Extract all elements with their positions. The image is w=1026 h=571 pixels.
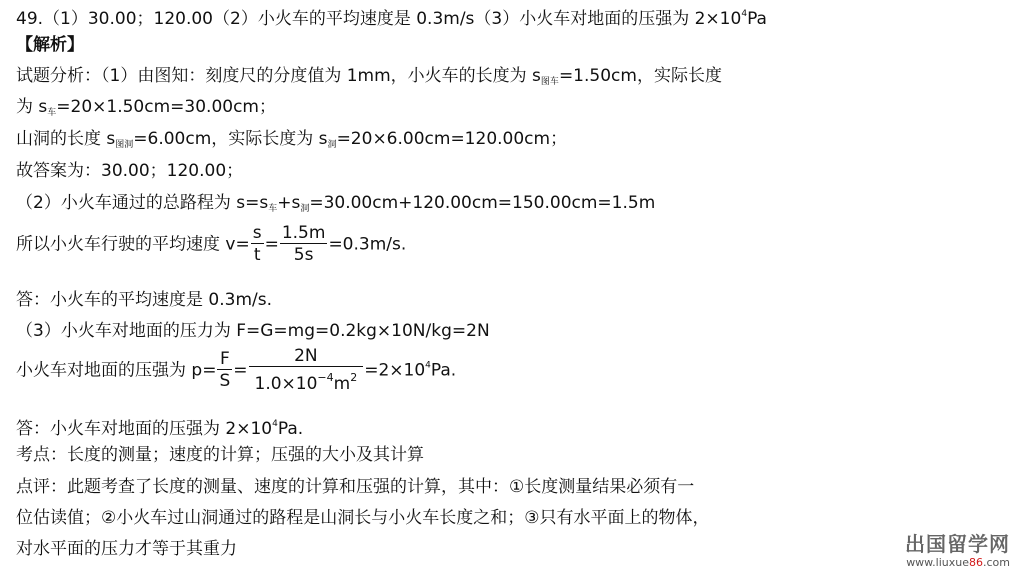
comment-line-2: 位估读值；②小火车过山洞通过的路程是山洞长与小火车长度之和；③只有水平面上的物体， (16, 508, 710, 528)
answer-summary-1: 故答案为：30.00；120.00； (16, 161, 244, 181)
fraction-numerator: s (252, 223, 262, 243)
path-text: （2）小火车通过的总路程为 s=s (16, 193, 269, 213)
force-line: （3）小火车对地面的压力为 F=G=mg=0.2kg×10N/kg=2N (16, 321, 490, 341)
analysis-3-text-mid: =6.00cm，实际长度为 s (133, 129, 328, 149)
subscript-car: 车 (47, 108, 57, 118)
comment-line-3: 对水平面的压力才等于其重力 (16, 539, 237, 559)
fraction-s-over-t (251, 223, 264, 266)
answer-line (16, 3, 767, 30)
path-line (16, 192, 655, 220)
site-watermark (905, 532, 1010, 569)
path-result: =30.00cm+120.00cm=150.00cm=1.5m (309, 193, 656, 213)
watermark-logo-text: 出国留学网 (905, 532, 1010, 556)
subscript-tunnel: 洞 (327, 140, 337, 150)
analysis-line-2 (16, 96, 276, 124)
analysis-1-text: 试题分析：（1）由图知：刻度尺的分度值为 1mm，小火车的长度为 s (16, 66, 541, 86)
pressure-result-unit: Pa. (430, 360, 457, 381)
pressure-answer-exponent: 4 (272, 419, 278, 429)
pressure-result-exponent: 4 (425, 360, 431, 371)
fraction-distance-over-time (280, 223, 328, 266)
watermark-url-number: 86 (969, 556, 983, 569)
speed-text: 所以小火车行驶的平均速度 v= (16, 234, 250, 255)
comment-line-1: 点评：此题考查了长度的测量、速度的计算和压强的计算，其中：①长度测量结果必须有一 (16, 477, 695, 497)
fraction-denominator (249, 367, 364, 395)
subscript-car: 车 (268, 204, 278, 214)
pressure-answer-unit: Pa. (277, 419, 304, 439)
kaodian-line: 考点：长度的测量；速度的计算；压强的大小及其计算 (16, 445, 424, 465)
fraction-denominator: t (253, 245, 261, 265)
path-plus: +s (277, 193, 301, 213)
area-unit: m (333, 374, 351, 394)
analysis-3-text: 山洞的长度 s (16, 129, 116, 149)
fraction-numerator: 1.5m (281, 223, 326, 243)
analysis-line-3 (16, 128, 567, 156)
fraction-denominator: S (219, 371, 231, 391)
speed-result: =0.3m/s. (328, 234, 407, 255)
equals-sign: = (233, 360, 248, 381)
answer-text: 49.（1）30.00；120.00（2）小火车的平均速度是 0.3m/s（3）小火车对地面的压强为 2×10 (16, 9, 742, 29)
pressure-formula-line (16, 346, 456, 395)
area-exponent: −4 (317, 371, 334, 384)
speed-answer: 答：小火车的平均速度是 0.3m/s. (16, 290, 272, 310)
area-coefficient: 1.0×10 (254, 374, 318, 394)
analysis-1-text-tail: =1.50cm，实际长度 (558, 66, 722, 86)
watermark-url-suffix: .com (983, 556, 1010, 569)
fraction-numerator: 2N (249, 346, 364, 367)
pressure-result: =2×10 (364, 360, 426, 381)
fraction-force-over-area (249, 346, 364, 395)
analysis-2-text-tail: =20×1.50cm=30.00cm； (56, 97, 276, 117)
analysis-3-text-tail: =20×6.00cm=120.00cm； (336, 129, 568, 149)
pressure-text: 小火车对地面的压强为 p= (16, 360, 217, 381)
equals-sign: = (264, 234, 279, 255)
fraction-f-over-s (217, 349, 232, 392)
analysis-line-1 (16, 65, 722, 93)
subscript-picture-tunnel: 图洞 (115, 140, 134, 150)
watermark-url (905, 556, 1010, 569)
answer-exponent: 4 (741, 9, 748, 19)
watermark-url-prefix: www.liuxue (906, 556, 969, 569)
speed-formula-line (16, 223, 406, 266)
fraction-numerator: F (217, 349, 232, 370)
pressure-answer (16, 413, 303, 440)
area-unit-exponent: 2 (350, 371, 358, 384)
answer-unit: Pa (747, 9, 767, 29)
jiexi-heading: 【解析】 (16, 35, 84, 55)
analysis-2-text: 为 s (16, 97, 48, 117)
subscript-tunnel: 洞 (300, 204, 310, 214)
pressure-answer-text: 答：小火车对地面的压强为 2×10 (16, 419, 273, 439)
subscript-picture-car: 图车 (540, 77, 559, 87)
fraction-denominator: 5s (293, 245, 314, 265)
